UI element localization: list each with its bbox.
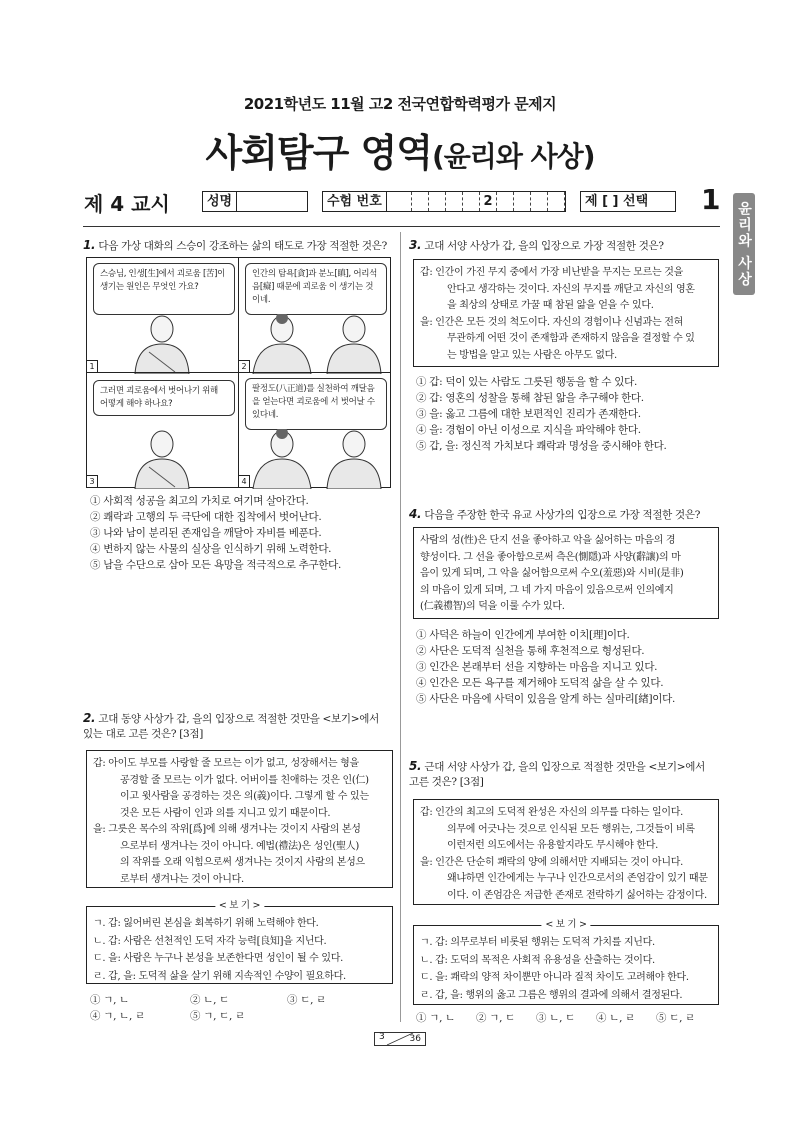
page-current: 3 bbox=[379, 1032, 385, 1042]
teacher-figure-icon bbox=[247, 314, 317, 374]
passage-line: 향성이다. 그 선을 좋아함으로써 측은(惻隱)과 사양(辭讓)의 마 bbox=[420, 551, 681, 563]
panel-number: 1 bbox=[87, 360, 98, 372]
option[interactable]: ⑤ 사단은 마음에 사덕이 있음을 알게 하는 실마리[緖]이다. bbox=[416, 693, 675, 705]
speech-bubble: 스승님, 인생[生]에서 괴로움 [苦]이 생기는 원인은 무엇인 가요? bbox=[93, 263, 235, 315]
page-total: 36 bbox=[409, 1034, 421, 1044]
option[interactable]: ③ 인간은 본래부터 선을 지향하는 마음을 지니고 있다. bbox=[416, 661, 658, 673]
q4-stem bbox=[409, 507, 721, 523]
passage-line: 갑: 인간이 가진 무지 중에서 가장 비난받을 무지는 모르는 것을 bbox=[420, 267, 683, 278]
panel-number: 4 bbox=[239, 475, 250, 487]
option[interactable]: ② 쾌락과 고행의 두 극단에 대한 집착에서 벗어난다. bbox=[90, 511, 322, 523]
monk-figure-icon bbox=[319, 429, 389, 489]
exam-number-cells bbox=[395, 192, 565, 211]
option[interactable]: ③ 나와 남이 분리된 존재임을 깨달아 자비를 베푼다. bbox=[90, 527, 322, 539]
monk-figure-icon bbox=[127, 314, 197, 374]
q1-options bbox=[90, 493, 390, 573]
bogi-title: < 보 기 > bbox=[541, 919, 590, 931]
q1-comic bbox=[86, 257, 391, 488]
exam-subtitle: 2021학년도 11월 고2 전국연합학력평가 문제지 bbox=[243, 95, 557, 113]
q2-stem bbox=[83, 711, 395, 742]
passage-line: 음이 있게 되며, 그 악을 싫어함으로써 수오(羞惡)와 시비(是非) bbox=[420, 568, 684, 579]
passage-line: 안다고 생각하는 것이다. 자신의 무지를 깨닫고 자신의 영혼 bbox=[447, 283, 695, 295]
passage-line: (仁義禮智)의 덕을 이룰 수가 있다. bbox=[420, 601, 565, 612]
exam-number-label: 수험 번호 bbox=[323, 192, 387, 211]
title-paren: (윤리와 사상) bbox=[431, 140, 595, 173]
passage-line: 이다. 이 존엄감은 저급한 존재로 전락하기 싫어하는 감정이다. bbox=[447, 889, 707, 901]
answer-option[interactable]: ① ㄱ, ㄴ bbox=[416, 1012, 455, 1024]
monk-figure-icon bbox=[127, 429, 197, 489]
exam-title bbox=[0, 122, 800, 177]
q5-stem-line2: 고른 것은? [3점] bbox=[409, 776, 484, 788]
bogi-item: ㄷ. 을: 쾌락의 양적 차이뿐만 아니라 질적 차이도 고려해야 한다. bbox=[420, 972, 689, 983]
option[interactable]: ③ 을: 옳고 그름에 대한 보편적인 진리가 존재한다. bbox=[416, 408, 641, 420]
panel-number: 2 bbox=[239, 360, 250, 372]
bogi-item: ㄹ. 갑, 을: 행위의 옳고 그름은 행위의 결과에 의해서 결정된다. bbox=[420, 989, 683, 1001]
passage-line: 갑: 인간의 최고의 도덕적 완성은 자신의 의무를 다하는 일이다. bbox=[420, 807, 683, 818]
option[interactable]: ④ 변하지 않는 사물의 실상을 인식하기 위해 노력한다. bbox=[90, 543, 332, 555]
passage-line: 이런저런 의도에서는 유용할지라도 무시해야 한다. bbox=[447, 840, 658, 851]
passage-line: 을: 인간은 모든 것의 척도이다. 자신의 경험이나 신념과는 전혀 bbox=[420, 316, 683, 328]
q5-number: 5. bbox=[409, 759, 422, 773]
answer-option[interactable]: ③ ㄴ, ㄷ bbox=[536, 1012, 575, 1024]
name-label: 성명 bbox=[203, 192, 237, 211]
passage-line: 의 작위를 오래 익힘으로써 생겨나는 것이지 사람의 본성으 bbox=[120, 857, 365, 868]
answer-option[interactable]: ③ ㄷ, ㄹ bbox=[287, 994, 326, 1006]
answer-option[interactable]: ① ㄱ, ㄴ bbox=[90, 994, 129, 1006]
q5-stem-line1: 근대 서양 사상가 갑, 을의 입장으로 적절한 것만을 <보기>에서 bbox=[424, 761, 705, 773]
subject-side-tab: 윤리와 사상 bbox=[733, 193, 755, 295]
q3-number: 3. bbox=[409, 238, 422, 252]
q3-options bbox=[416, 374, 716, 454]
column-divider bbox=[400, 232, 401, 1022]
bogi-item: ㄱ. 갑: 의무로부터 비롯된 행위는 도덕적 가치를 지닌다. bbox=[420, 937, 655, 948]
exam-number-box[interactable] bbox=[322, 191, 566, 212]
name-box[interactable] bbox=[202, 191, 308, 212]
answer-option[interactable]: ⑤ ㄱ, ㄷ, ㄹ bbox=[190, 1010, 245, 1022]
passage-line: 것은 모든 사람이 인과 의를 지니고 있기 때문이다. bbox=[120, 807, 331, 819]
speech-bubble: 팔정도(八正道)를 실천하여 깨달음을 얻는다면 괴로움에 서 벗어날 수 있다네. bbox=[245, 378, 387, 430]
choice-box[interactable] bbox=[580, 191, 676, 212]
page-number: 1 bbox=[701, 183, 721, 216]
option[interactable]: ① 사덕은 하늘이 인간에게 부여한 이치[理]이다. bbox=[416, 629, 630, 641]
answer-option[interactable]: ② ㄴ, ㄷ bbox=[190, 994, 229, 1006]
q1-stem bbox=[83, 238, 393, 254]
bogi-item: ㄴ. 갑: 사람은 선천적인 도덕 자각 능력[良知]을 지닌다. bbox=[93, 935, 327, 947]
exam-number-digit: 2 bbox=[480, 192, 497, 211]
q5-passage bbox=[413, 799, 719, 905]
teacher-figure-icon bbox=[247, 429, 317, 489]
option[interactable]: ④ 을: 경험이 아닌 이성으로 지식을 파악해야 한다. bbox=[416, 424, 641, 436]
panel-number: 3 bbox=[87, 475, 98, 487]
q1-stem-text: 다음 가상 대화의 스승이 강조하는 삶의 태도로 가장 적절한 것은? bbox=[98, 240, 387, 252]
q2-stem-line1: 고대 동양 사상가 갑, 을의 입장으로 적절한 것만을 <보기>에서 bbox=[98, 713, 379, 725]
q1-number: 1. bbox=[83, 238, 96, 252]
q4-number: 4. bbox=[409, 507, 422, 521]
passage-line: 는 방법을 알고 있는 사람은 아무도 없다. bbox=[447, 349, 617, 361]
q3-stem bbox=[409, 238, 721, 254]
page-counter bbox=[374, 1032, 426, 1046]
q2-stem-line2: 있는 대로 고른 것은? [3점] bbox=[83, 728, 204, 740]
q3-stem-text: 고대 서양 사상가 갑, 을의 입장으로 가장 적절한 것은? bbox=[424, 240, 664, 252]
period-label: 제 4 교시 bbox=[84, 192, 170, 216]
answer-option[interactable]: ④ ㄱ, ㄴ, ㄹ bbox=[90, 1010, 145, 1022]
passage-line: 이고 윗사람을 공경하는 것은 의(義)이다. 그렇게 할 수 있는 bbox=[120, 791, 369, 802]
bogi-item: ㄴ. 갑: 도덕의 목적은 사회적 유용성을 산출하는 것이다. bbox=[420, 954, 655, 966]
choice-label: 제 [ ] 선택 bbox=[585, 194, 649, 209]
option[interactable]: ② 갑: 영혼의 성찰을 통해 참된 앎을 추구해야 한다. bbox=[416, 392, 644, 404]
q4-stem-text: 다음을 주장한 한국 유교 사상가의 입장으로 가장 적절한 것은? bbox=[424, 509, 701, 521]
speech-bubble: 인간의 탐욕[貪]과 분노[瞋], 어리석음[癡] 때문에 괴로움 이 생기는 것이네. bbox=[245, 263, 387, 315]
comic-panel-1 bbox=[86, 257, 239, 373]
bogi-item: ㄱ. 갑: 잃어버린 본심을 회복하기 위해 노력해야 한다. bbox=[93, 918, 319, 929]
passage-line: 을: 그릇은 목수의 작위[爲]에 의해 생겨나는 것이지 사람의 본성 bbox=[93, 824, 361, 835]
comic-panel-2 bbox=[238, 257, 391, 373]
q5-stem bbox=[409, 759, 721, 790]
option[interactable]: ① 사회적 성공을 최고의 가치로 여기며 살아간다. bbox=[90, 495, 309, 507]
q2-answers bbox=[90, 992, 395, 1024]
speech-bubble: 그러면 괴로움에서 벗어나기 위해 어떻게 해야 하나요? bbox=[93, 380, 235, 416]
comic-panel-3 bbox=[86, 372, 239, 488]
option[interactable]: ⑤ 남을 수단으로 삼아 모든 욕망을 적극적으로 추구한다. bbox=[90, 559, 342, 571]
passage-line: 을: 인간은 단순히 쾌락의 양에 의해서만 지배되는 것이 아니다. bbox=[420, 856, 683, 868]
bogi-item: ㄷ. 을: 사람은 누구나 본성을 보존한다면 성인이 될 수 있다. bbox=[93, 953, 344, 964]
option[interactable]: ① 갑: 덕이 있는 사람도 그릇된 행동을 할 수 있다. bbox=[416, 376, 637, 388]
q4-options bbox=[416, 627, 716, 707]
passage-line: 사람의 성(性)은 단지 선을 좋아하고 악을 싫어하는 마음의 경 bbox=[420, 535, 676, 546]
q5-answers bbox=[416, 1010, 721, 1026]
bogi-title: < 보 기 > bbox=[215, 900, 264, 912]
comic-panel-4 bbox=[238, 372, 391, 488]
passage-line: 왜냐하면 인간에게는 누구나 인간으로서의 존엄감이 있기 때문 bbox=[447, 873, 708, 884]
passage-line: 으로부터 생겨나는 것이 아니다. 예법(禮法)은 성인(聖人) bbox=[120, 840, 359, 852]
answer-option[interactable]: ④ ㄴ, ㄹ bbox=[596, 1012, 635, 1024]
q5-bogi-box bbox=[413, 919, 719, 1005]
bogi-item: ㄹ. 갑, 을: 도덕적 삶을 살기 위해 지속적인 수양이 필요하다. bbox=[93, 970, 346, 982]
q2-bogi-box bbox=[86, 900, 393, 984]
option[interactable]: ④ 인간은 모든 욕구를 제거해야 도덕적 삶을 살 수 있다. bbox=[416, 677, 664, 689]
passage-line: 공경할 줄 모르는 이가 없다. 어버이를 친애하는 것은 인(仁) bbox=[120, 774, 369, 786]
passage-line: 을 최상의 상태로 가꿀 때 참된 앎을 얻을 수 있다. bbox=[447, 300, 654, 311]
option[interactable]: ⑤ 갑, 을: 정신적 가치보다 쾌락과 명성을 중시해야 한다. bbox=[416, 440, 667, 452]
q2-passage bbox=[86, 750, 393, 888]
passage-line: 무관하게 어떤 것이 존재함과 존재하지 않음을 결정할 수 있 bbox=[447, 333, 695, 344]
q2-number: 2. bbox=[83, 711, 96, 725]
title-main: 사회탐구 영역 bbox=[205, 131, 432, 175]
option[interactable]: ② 사단은 도덕적 실천을 통해 후천적으로 형성된다. bbox=[416, 645, 645, 657]
answer-option[interactable]: ② ㄱ, ㄷ bbox=[476, 1012, 515, 1024]
monk-figure-icon bbox=[319, 314, 389, 374]
passage-line: 의 마음이 있게 되며, 그 네 가지 마음이 있음으로써 인의예지 bbox=[420, 584, 674, 596]
answer-option[interactable]: ⑤ ㄷ, ㄹ bbox=[656, 1012, 695, 1024]
q4-passage bbox=[413, 527, 719, 619]
header-rule bbox=[83, 226, 720, 227]
passage-line: 로부터 생겨나는 것이 아니다. bbox=[120, 873, 244, 885]
q3-passage bbox=[413, 259, 719, 367]
passage-line: 의무에 어긋나는 것으로 인식된 모든 행위는, 그것들이 비록 bbox=[447, 823, 695, 835]
passage-line: 갑: 아이도 부모를 사랑할 줄 모르는 이가 없고, 성장해서는 형을 bbox=[93, 758, 359, 769]
